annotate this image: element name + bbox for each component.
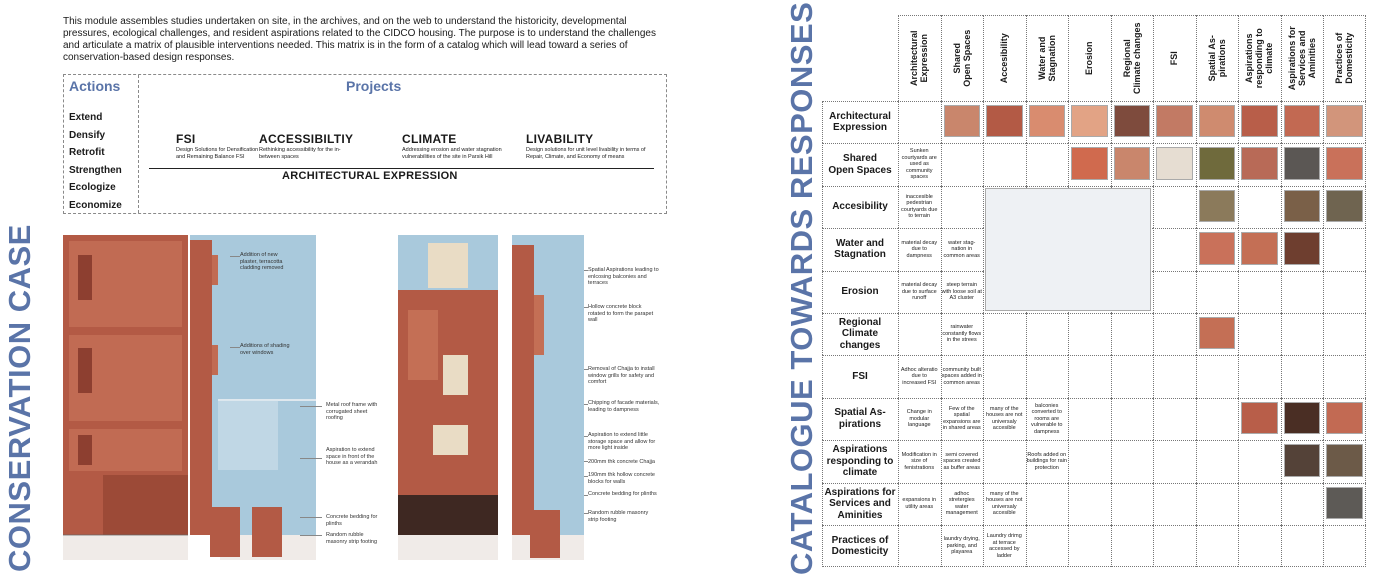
project-accessibility	[259, 132, 354, 160]
matrix-cell	[1153, 355, 1196, 397]
row-header: Spatial As- pirations	[834, 407, 886, 430]
matrix-cell	[983, 440, 1026, 482]
matrix-cell-text: Few of the spatial expansions are in shared areas	[942, 405, 981, 432]
matrix-cell	[1281, 355, 1324, 397]
project-name: LIVABILITY	[526, 132, 594, 146]
matrix-cell-text: Modification in size of fenistrations	[901, 451, 937, 471]
photo-thumbnail	[1326, 105, 1363, 137]
column-header: Architectural Expression	[909, 30, 930, 86]
window	[78, 348, 92, 393]
annotation: 200mm thk concrete Chajja	[588, 459, 655, 465]
row-header: Practices of Domesticity	[831, 534, 889, 558]
matrix-cell	[1153, 186, 1196, 228]
matrix-cell	[1281, 525, 1324, 567]
architectural-expression-label: ARCHITECTURAL EXPRESSION	[282, 170, 458, 182]
section-drawing-a	[190, 235, 316, 560]
annotation: Removal of Chajja to install window grills for safety and comfort	[588, 366, 655, 385]
intro-paragraph: This module assembles studies undertaken on site, in the archives, and on the web to understand the historicity, developmental pressures, ecological challenges, and resident aspirations related to the CIDCO housing. The purpose is to understand the challenges and articulate a matrix of plausible interventions needed. This matrix is in the form of a catalog which will lead toward a series of conservation-based design responses.	[63, 16, 656, 63]
window	[78, 255, 92, 300]
column-header: Aspirations for Services and Aminities	[1286, 26, 1317, 91]
action-item: Extend	[69, 112, 103, 123]
action-item: Ecologize	[69, 182, 116, 193]
annotation: Concrete bedding for plinths	[588, 491, 657, 497]
annotation: 190mm thk hollow concrete blocks for walls	[588, 472, 655, 485]
matrix-cell	[1068, 483, 1111, 525]
matrix-cell-text: adhoc stretergies water management	[945, 490, 978, 517]
action-item: Densify	[69, 129, 106, 141]
ground	[63, 535, 188, 560]
matrix-cell	[1323, 313, 1366, 355]
matrix-cell-text: Change in modular language	[906, 409, 932, 429]
matrix-cell	[1281, 313, 1324, 355]
matrix-cell	[1238, 313, 1281, 355]
row-header: Shared Open Spaces	[828, 153, 892, 176]
leader-line	[300, 458, 322, 459]
matrix-cell-text: steep terrain with loose soil at A3 cluster	[941, 282, 982, 302]
parapet-screen	[428, 243, 468, 288]
matrix-cell-text: many of the houses are not universaly accesible	[986, 490, 1023, 517]
project-name: FSI	[176, 132, 196, 146]
matrix-cell	[983, 143, 1026, 185]
photo-thumbnail	[1241, 402, 1278, 434]
matrix-cell	[1323, 228, 1366, 270]
rubble-plinth	[103, 475, 188, 535]
matrix-cell	[1196, 440, 1239, 482]
matrix-cell	[1323, 271, 1366, 313]
photo-thumbnail	[1071, 105, 1108, 137]
project-desc: Addressing erosion and water stagnation vulnerabilities of the site in Parsik Hill	[402, 147, 502, 160]
matrix-cell	[1068, 440, 1111, 482]
matrix-cell	[1238, 483, 1281, 525]
elevation-drawing-b	[398, 235, 498, 560]
stair-shadow	[398, 495, 498, 535]
photo-thumbnail	[1241, 147, 1278, 179]
chajja	[212, 255, 218, 285]
matrix-cell	[1111, 355, 1154, 397]
matrix-cell-text: water stag-nation in common areas	[943, 239, 980, 259]
matrix-cell	[1238, 355, 1281, 397]
row-header: FSI	[852, 370, 868, 382]
matrix-cell	[1196, 355, 1239, 397]
matrix-cell	[1153, 525, 1196, 567]
row-header: Water and Stagnation	[834, 237, 886, 261]
photo-thumbnail	[1199, 190, 1236, 222]
annotation: Aspiration to extend little storage space and allow for more light inside	[588, 432, 656, 451]
row-header: Architectural Expression	[829, 110, 891, 134]
row-header: Aspirations for Services and Aminities	[824, 486, 896, 521]
photo-thumbnail	[1029, 105, 1066, 137]
box-divider	[138, 75, 139, 213]
action-item: Strengthen	[69, 164, 122, 176]
projects-baseline	[149, 168, 654, 169]
section-wall	[512, 245, 534, 535]
photo-thumbnail	[1326, 487, 1363, 519]
matrix-cell	[898, 101, 941, 143]
photo-thumbnail	[1199, 147, 1236, 179]
leader-line	[300, 535, 322, 536]
matrix-cell-text: semi covered spaces created as buffer areas	[943, 451, 981, 471]
matrix-cell	[1153, 483, 1196, 525]
matrix-cell	[1111, 440, 1154, 482]
row-header: Regional Climate changes	[838, 316, 882, 351]
action-item: Economize	[69, 199, 122, 211]
column-header: Practices of Domesticity	[1334, 32, 1355, 84]
matrix-cell	[1323, 355, 1366, 397]
photo-thumbnail	[1071, 147, 1108, 179]
matrix-cell	[1153, 398, 1196, 440]
project-name: ACCESSIBILTIY	[259, 132, 354, 146]
verandah	[218, 400, 278, 470]
annotation: Chipping of facade materials, leading to dampness	[588, 400, 660, 413]
footing	[210, 507, 240, 557]
actions-title: Actions	[69, 78, 121, 94]
matrix-cell-text: expansions in utility areas	[902, 497, 937, 510]
matrix-cell-text: balconies converted to rooms are vulnerable to dampness	[1031, 402, 1063, 435]
column-header: Spatial As- pirations	[1206, 34, 1227, 82]
matrix-cell	[983, 355, 1026, 397]
project-desc: Design solutions for unit level livability in terms of Repair, Climate, and Economy of means	[526, 147, 646, 160]
matrix-cell	[1196, 525, 1239, 567]
matrix-cell	[1026, 143, 1069, 185]
photo-thumbnail	[1199, 232, 1236, 264]
photo-thumbnail	[1326, 147, 1363, 179]
matrix-cell-text: rainwater constantly flows in the strees	[942, 324, 982, 344]
annotation: Hollow concrete block rotated to form the parapet wall	[588, 304, 654, 323]
matrix-cell-text: material decay due to surface runoff	[901, 282, 938, 302]
photo-thumbnail	[1199, 317, 1236, 349]
conservation-case-title: CONSERVATION CASE	[2, 224, 37, 572]
photo-thumbnail	[1326, 402, 1363, 434]
matrix-cell	[1026, 355, 1069, 397]
photo-thumbnail	[1284, 402, 1321, 434]
matrix-cell-text: many of the houses are not universaly accesible	[986, 405, 1023, 432]
window	[78, 435, 92, 465]
matrix-cell	[941, 186, 984, 228]
section-wall	[190, 240, 212, 535]
matrix-cell-text: laundry drying, parking, and playarea	[943, 536, 980, 556]
photo-thumbnail	[1114, 105, 1151, 137]
matrix-cell	[1281, 271, 1324, 313]
annotation: Addition of new plaster, terracotta cladding removed	[240, 252, 284, 271]
matrix-cell-text: material decay due to dampness	[901, 239, 938, 259]
actions-list	[69, 109, 122, 214]
matrix-cell	[1111, 483, 1154, 525]
matrix-cell-text: Sunken courtyards are used as community spaces	[901, 148, 937, 181]
projects-title: Projects	[346, 78, 402, 94]
matrix-cell	[1026, 525, 1069, 567]
enclosed-balcony	[534, 295, 544, 355]
matrix-cell	[1153, 313, 1196, 355]
column-header: Accesibility	[999, 32, 1010, 84]
matrix-cell	[1323, 525, 1366, 567]
project-desc: Rethinking accessibility for the in-between spaces	[259, 147, 341, 160]
matrix-cell	[1068, 313, 1111, 355]
balcony	[408, 310, 438, 380]
matrix-cell	[1196, 398, 1239, 440]
photo-thumbnail	[1114, 147, 1151, 179]
site-map-image	[985, 188, 1151, 311]
matrix-cell	[941, 143, 984, 185]
ground	[398, 535, 498, 560]
window-grill	[443, 355, 468, 395]
annotation: Aspiration to extend space in front of the house as a verandah	[326, 447, 378, 466]
footing	[252, 507, 282, 557]
column-header: Water and Stagnation	[1036, 34, 1057, 82]
photo-thumbnail	[1284, 232, 1321, 264]
column-header: Regional Climate changes	[1121, 22, 1142, 94]
leader-line	[300, 517, 322, 518]
matrix-cell	[898, 525, 941, 567]
matrix-cell	[1068, 355, 1111, 397]
photo-thumbnail	[1156, 105, 1193, 137]
project-fsi	[176, 132, 266, 160]
matrix-cell	[1068, 398, 1111, 440]
matrix-cell	[1026, 483, 1069, 525]
annotation: Concrete bedding for plinths	[326, 514, 378, 527]
section-drawing-b	[512, 235, 584, 560]
annotation: Random rubble masonry strip footing	[588, 510, 649, 523]
row-header: Accesibility	[832, 201, 888, 213]
column-header: FSI	[1169, 51, 1180, 66]
project-name: CLIMATE	[402, 132, 457, 146]
matrix-cell	[1238, 271, 1281, 313]
leader-line	[230, 347, 240, 348]
annotation: Additions of shading over windows	[240, 343, 290, 356]
photo-thumbnail	[1241, 105, 1278, 137]
project-desc: Design Solutions for Densification and Remaining Balance FSI	[176, 147, 259, 160]
project-livability	[526, 132, 654, 160]
matrix-cell	[1026, 313, 1069, 355]
catalogue-matrix	[822, 15, 1366, 567]
window-grill	[433, 425, 468, 455]
matrix-cell	[1111, 398, 1154, 440]
photo-thumbnail	[986, 105, 1023, 137]
photo-thumbnail	[1199, 105, 1236, 137]
project-climate	[402, 132, 527, 160]
row-header: Erosion	[841, 286, 879, 298]
action-item: Retrofit	[69, 147, 105, 158]
photo-thumbnail	[1284, 190, 1321, 222]
matrix-cell	[1196, 271, 1239, 313]
photo-thumbnail	[1284, 105, 1321, 137]
matrix-cell	[1238, 525, 1281, 567]
annotation: Metal roof frame with corrugated sheet roofing	[326, 402, 378, 421]
matrix-cell	[1238, 440, 1281, 482]
chajja	[212, 345, 218, 375]
leader-line	[230, 256, 240, 257]
photo-thumbnail	[1156, 147, 1193, 179]
matrix-cell	[898, 313, 941, 355]
leader-line	[300, 406, 322, 407]
matrix-cell	[1238, 186, 1281, 228]
matrix-cell	[1111, 525, 1154, 567]
matrix-cell	[1153, 440, 1196, 482]
elevation-drawing-a	[63, 235, 188, 560]
matrix-cell-text: Laundry drimg at terrace accessed by ladder	[986, 533, 1022, 559]
matrix-cell	[1153, 228, 1196, 270]
photo-thumbnail	[1284, 444, 1321, 476]
matrix-cell	[1281, 483, 1324, 525]
photo-thumbnail	[944, 105, 981, 137]
matrix-cell	[1153, 271, 1196, 313]
column-header: Shared Open Spaces	[951, 29, 972, 87]
matrix-cell	[1111, 313, 1154, 355]
actions-projects-box	[63, 74, 667, 214]
matrix-cell-text: community built spaces added in common areas	[941, 366, 982, 386]
column-header: Aspirations responding to climate	[1244, 28, 1275, 88]
annotation: Spatial Aspirations leading to enlcosing balconies and terraces	[588, 267, 659, 286]
footing	[530, 510, 560, 558]
annotation: Random rubble masonry strip footing	[326, 532, 378, 545]
matrix-cell-text: inaccesible pedestrian courtyards due to terrain	[901, 193, 938, 220]
matrix-cell-text: Roofs added on buildings for rain protection	[1026, 451, 1067, 471]
photo-thumbnail	[1284, 147, 1321, 179]
photo-thumbnail	[1326, 444, 1363, 476]
matrix-cell	[1068, 525, 1111, 567]
catalogue-title: CATALOGUE TOWARDS RESPONSES	[784, 1, 819, 575]
photo-thumbnail	[1326, 190, 1363, 222]
column-header: Erosion	[1084, 41, 1095, 75]
row-header: Aspirations responding to climate	[826, 444, 894, 479]
matrix-cell	[983, 313, 1026, 355]
photo-thumbnail	[1241, 232, 1278, 264]
matrix-cell-text: Adhoc alteratio due to increased FSI	[900, 366, 938, 386]
matrix-cell	[1196, 483, 1239, 525]
